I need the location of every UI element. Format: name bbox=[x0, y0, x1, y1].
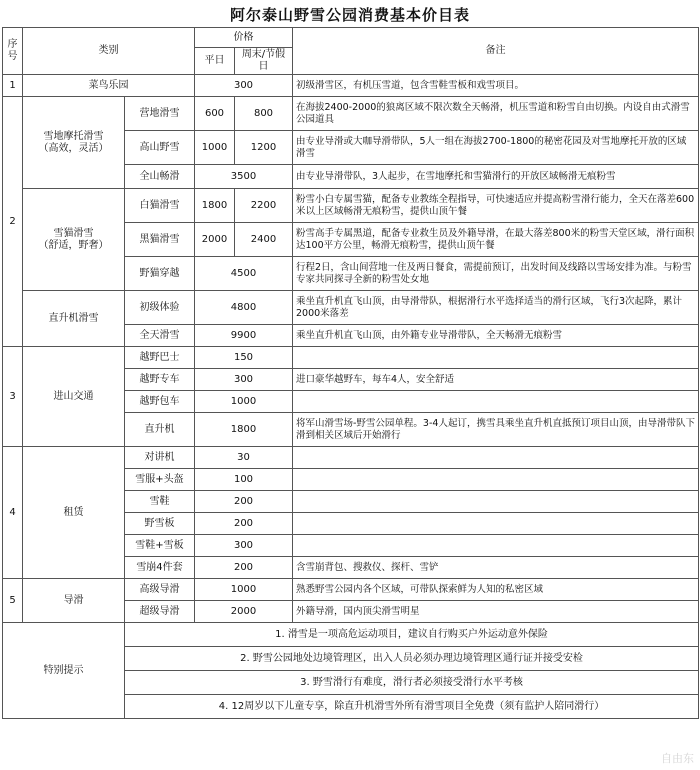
note-cell: 行程2日，含山间营地一住及两日餐食，需提前预订，出发时间及线路以雪场安排为准。与粉雪专家共同探寻全新的粉雪处女地 bbox=[293, 257, 699, 291]
category-cell: 导滑 bbox=[23, 579, 125, 623]
price-cell: 200 bbox=[195, 513, 293, 535]
price-cell: 9900 bbox=[195, 325, 293, 347]
header-weekday: 平日 bbox=[195, 48, 235, 75]
table-row bbox=[3, 579, 699, 601]
item-name: 越野巴士 bbox=[125, 347, 195, 369]
price-cell: 4500 bbox=[195, 257, 293, 291]
note-cell: 粉雪小白专属雪猫，配备专业教练全程指导，可快速适应并提高粉雪滑行能力，全天在落差600米以上区域畅滑无痕粉雪，提供山顶午餐 bbox=[293, 189, 699, 223]
weekend-price: 2400 bbox=[235, 223, 293, 257]
note-cell: 将军山滑雪场-野雪公园单程。3-4人起订，携雪具乘坐直升机直抵预订项目山顶，由导滑带队下滑到相关区域后开始滑行 bbox=[293, 413, 699, 447]
price-table bbox=[2, 27, 699, 719]
price-cell: 4800 bbox=[195, 291, 293, 325]
price-cell: 300 bbox=[195, 535, 293, 557]
item-name: 雪鞋 bbox=[125, 491, 195, 513]
note-cell bbox=[293, 347, 699, 369]
weekday-price: 2000 bbox=[195, 223, 235, 257]
note-cell: 由专业导滑或大咖导滑带队，5人一组在海拔2700-1800的秘密花园及对雪地摩托开放的区域滑雪 bbox=[293, 131, 699, 165]
note-cell: 含雪崩背包、搜救仪、探杆、雪铲 bbox=[293, 557, 699, 579]
header-category: 类别 bbox=[23, 28, 195, 75]
watermark: 自由东 bbox=[661, 752, 694, 765]
note-cell: 初级滑雪区，有机压雪道，包含雪鞋雪板和戏雪项目。 bbox=[293, 75, 699, 97]
price-cell: 1000 bbox=[195, 579, 293, 601]
tip-item: 1. 滑雪是一项高危运动项目，建议自行购买户外运动意外保险 bbox=[125, 623, 699, 647]
weekend-price: 800 bbox=[235, 97, 293, 131]
price-cell: 200 bbox=[195, 557, 293, 579]
tips-label: 特别提示 bbox=[3, 623, 125, 719]
note-cell: 在海拔2400-2000的狼离区域不限次数全天畅滑，机压雪道和粉雪自由切换。内设自由式滑雪公园道具 bbox=[293, 97, 699, 131]
note-cell bbox=[293, 447, 699, 469]
note-cell bbox=[293, 535, 699, 557]
table-row bbox=[3, 189, 699, 223]
header-no: 序号 bbox=[3, 28, 23, 75]
item-name: 越野包车 bbox=[125, 391, 195, 413]
row-no: 5 bbox=[3, 579, 23, 623]
note-cell: 外籍导滑，国内顶尖滑雪明星 bbox=[293, 601, 699, 623]
item-name: 营地滑雪 bbox=[125, 97, 195, 131]
note-cell: 进口豪华越野车，每车4人，安全舒适 bbox=[293, 369, 699, 391]
note-cell: 乘坐直升机直飞山顶，由外籍专业导滑带队，全天畅滑无痕粉雪 bbox=[293, 325, 699, 347]
tip-item: 2. 野雪公园地处边境管理区，出入人员必须办理边境管理区通行证并接受安检 bbox=[125, 647, 699, 671]
note-cell bbox=[293, 491, 699, 513]
item-name: 全天滑雪 bbox=[125, 325, 195, 347]
row-no: 3 bbox=[3, 347, 23, 447]
item-name: 全山畅滑 bbox=[125, 165, 195, 189]
item-name: 野猫穿越 bbox=[125, 257, 195, 291]
note-cell bbox=[293, 391, 699, 413]
table-row bbox=[3, 291, 699, 325]
group-name: 直升机滑雪 bbox=[23, 291, 125, 347]
item-name: 野雪板 bbox=[125, 513, 195, 535]
item-name: 直升机 bbox=[125, 413, 195, 447]
price-cell: 30 bbox=[195, 447, 293, 469]
price-cell: 1800 bbox=[195, 413, 293, 447]
table-row bbox=[3, 347, 699, 369]
price-cell: 3500 bbox=[195, 165, 293, 189]
item-name: 白猫滑雪 bbox=[125, 189, 195, 223]
weekday-price: 1800 bbox=[195, 189, 235, 223]
item-name: 高山野雪 bbox=[125, 131, 195, 165]
header-weekend: 周末/节假日 bbox=[235, 48, 293, 75]
item-name: 雪鞋+雪板 bbox=[125, 535, 195, 557]
price-cell: 100 bbox=[195, 469, 293, 491]
table-row bbox=[3, 447, 699, 469]
note-cell bbox=[293, 469, 699, 491]
note-cell bbox=[293, 513, 699, 535]
item-name: 越野专车 bbox=[125, 369, 195, 391]
table-row bbox=[3, 97, 699, 131]
note-cell: 粉雪高手专属黑道，配备专业救生员及外籍导滑，在最大落差800米的粉雪天堂区域，滑行面积达100平方公里，畅滑无痕粉雪，提供山顶午餐 bbox=[293, 223, 699, 257]
weekday-price: 1000 bbox=[195, 131, 235, 165]
price-cell: 300 bbox=[195, 75, 293, 97]
price-cell: 300 bbox=[195, 369, 293, 391]
weekend-price: 2200 bbox=[235, 189, 293, 223]
row-no: 1 bbox=[3, 75, 23, 97]
page-title: 阿尔泰山野雪公园消费基本价目表 bbox=[229, 6, 470, 24]
item-name: 雪崩4件套 bbox=[125, 557, 195, 579]
item-name: 超级导滑 bbox=[125, 601, 195, 623]
price-cell: 1000 bbox=[195, 391, 293, 413]
item-name: 初级体验 bbox=[125, 291, 195, 325]
group-name: 雪猫滑雪 （舒适，野奢） bbox=[23, 189, 125, 291]
note-cell: 熟悉野雪公园内各个区域，可带队探索鲜为人知的私密区域 bbox=[293, 579, 699, 601]
row-no: 4 bbox=[3, 447, 23, 579]
tip-item: 3. 野雪滑行有难度，滑行者必须接受滑行水平考核 bbox=[125, 671, 699, 695]
price-cell: 2000 bbox=[195, 601, 293, 623]
note-cell: 乘坐直升机直飞山顶，由导滑带队，根据滑行水平选择适当的滑行区域，飞行3次起降，累计2000米落差 bbox=[293, 291, 699, 325]
item-name: 黑猫滑雪 bbox=[125, 223, 195, 257]
tip-item: 4. 12周岁以下儿童专享，除直升机滑雪外所有滑雪项目全免费（须有监护人陪同滑行） bbox=[125, 695, 699, 719]
note-cell: 由专业导滑带队，3人起步，在雪地摩托和雪猫滑行的开放区域畅滑无痕粉雪 bbox=[293, 165, 699, 189]
table-row bbox=[3, 75, 699, 97]
price-cell: 150 bbox=[195, 347, 293, 369]
item-name: 对讲机 bbox=[125, 447, 195, 469]
group-name: 雪地摩托滑雪 （高效，灵活） bbox=[23, 97, 125, 189]
category-cell: 菜鸟乐园 bbox=[23, 75, 195, 97]
weekend-price: 1200 bbox=[235, 131, 293, 165]
header-price: 价格 bbox=[195, 28, 293, 48]
price-cell: 200 bbox=[195, 491, 293, 513]
header-row bbox=[3, 28, 699, 48]
item-name: 雪服+头盔 bbox=[125, 469, 195, 491]
tips-row bbox=[3, 623, 699, 647]
header-remarks: 备注 bbox=[293, 28, 699, 75]
category-cell: 进山交通 bbox=[23, 347, 125, 447]
weekday-price: 600 bbox=[195, 97, 235, 131]
category-cell: 租赁 bbox=[23, 447, 125, 579]
row-no: 2 bbox=[3, 97, 23, 347]
item-name: 高级导滑 bbox=[125, 579, 195, 601]
